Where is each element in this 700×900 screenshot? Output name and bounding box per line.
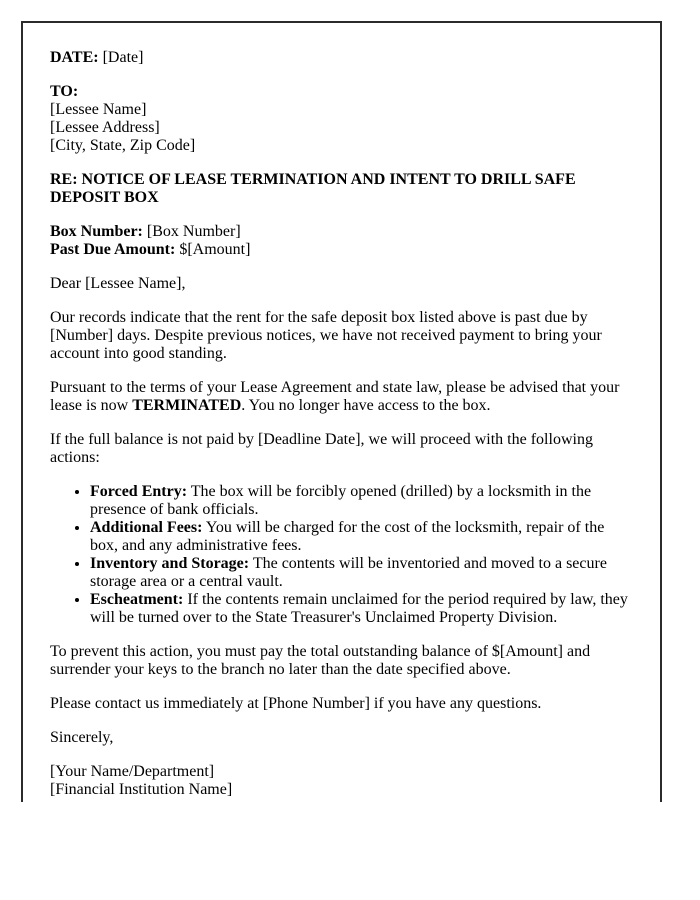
list-item-additional-fees bbox=[90, 519, 631, 555]
list-item-inventory-storage bbox=[90, 555, 631, 591]
lessee-name: [Lessee Name] bbox=[50, 101, 147, 118]
list-item-escheatment bbox=[90, 591, 631, 627]
signature-block bbox=[50, 763, 631, 799]
bullet-text: If the contents remain unclaimed for the period required by law, they will be turned over to the State Treasurer's Unclaimed Property Division. bbox=[90, 591, 628, 626]
paragraph-deadline: If the full balance is not paid by [Deadline Date], we will proceed with the following actions: bbox=[50, 431, 593, 466]
signature-name: [Your Name/Department] bbox=[50, 763, 215, 780]
list-item-forced-entry bbox=[90, 483, 631, 519]
date-label: DATE: bbox=[50, 49, 99, 66]
bullet-title: Forced Entry: bbox=[90, 483, 188, 500]
subject-text: RE: NOTICE OF LEASE TERMINATION AND INTENT TO DRILL SAFE DEPOSIT BOX bbox=[50, 171, 576, 206]
past-due-label: Past Due Amount: bbox=[50, 241, 176, 258]
to-label: TO: bbox=[50, 83, 79, 100]
bullet-text: The box will be forcibly opened (drilled) by a locksmith in the presence of bank officials. bbox=[90, 483, 592, 518]
closing: Sincerely, bbox=[50, 729, 114, 746]
bullet-text: You will be charged for the cost of the locksmith, repair of the box, and any administrative fees. bbox=[90, 519, 605, 554]
account-details-block bbox=[50, 223, 631, 259]
termination-text-pre: Pursuant to the terms of your Lease Agreement and state law, please be advised that your lease is now bbox=[50, 379, 620, 414]
bullet-text: The contents will be inventoried and moved to a secure storage area or a central vault. bbox=[90, 555, 607, 590]
bullet-title: Additional Fees: bbox=[90, 519, 203, 536]
past-due-value: $[Amount] bbox=[179, 241, 251, 258]
bullet-title: Inventory and Storage: bbox=[90, 555, 250, 572]
salutation: Dear [Lessee Name], bbox=[50, 275, 186, 292]
lessee-city-state-zip: [City, State, Zip Code] bbox=[50, 137, 196, 154]
termination-text-post: . You no longer have access to the box. bbox=[241, 397, 491, 414]
terminated-emphasis: TERMINATED bbox=[132, 397, 242, 414]
bullet-title: Escheatment: bbox=[90, 591, 184, 608]
paragraph-prevent: To prevent this action, you must pay the total outstanding balance of $[Amount] and surrender your keys to the branch no later than the date specified above. bbox=[50, 643, 591, 678]
signature-institution: [Financial Institution Name] bbox=[50, 781, 233, 798]
paragraph-records: Our records indicate that the rent for the safe deposit box listed above is past due by [Number] days. Despite previous notices, we have not received payment to bring your account into good standing. bbox=[50, 309, 602, 362]
box-number-label: Box Number: bbox=[50, 223, 143, 240]
date-value: [Date] bbox=[102, 49, 144, 66]
letter-document bbox=[21, 21, 662, 802]
date-line bbox=[50, 49, 631, 67]
paragraph-termination bbox=[50, 379, 631, 415]
actions-list bbox=[50, 483, 631, 627]
paragraph-contact: Please contact us immediately at [Phone Number] if you have any questions. bbox=[50, 695, 542, 712]
box-number-value: [Box Number] bbox=[146, 223, 241, 240]
lessee-address: [Lessee Address] bbox=[50, 119, 160, 136]
recipient-block bbox=[50, 83, 631, 155]
subject-line bbox=[50, 171, 631, 207]
